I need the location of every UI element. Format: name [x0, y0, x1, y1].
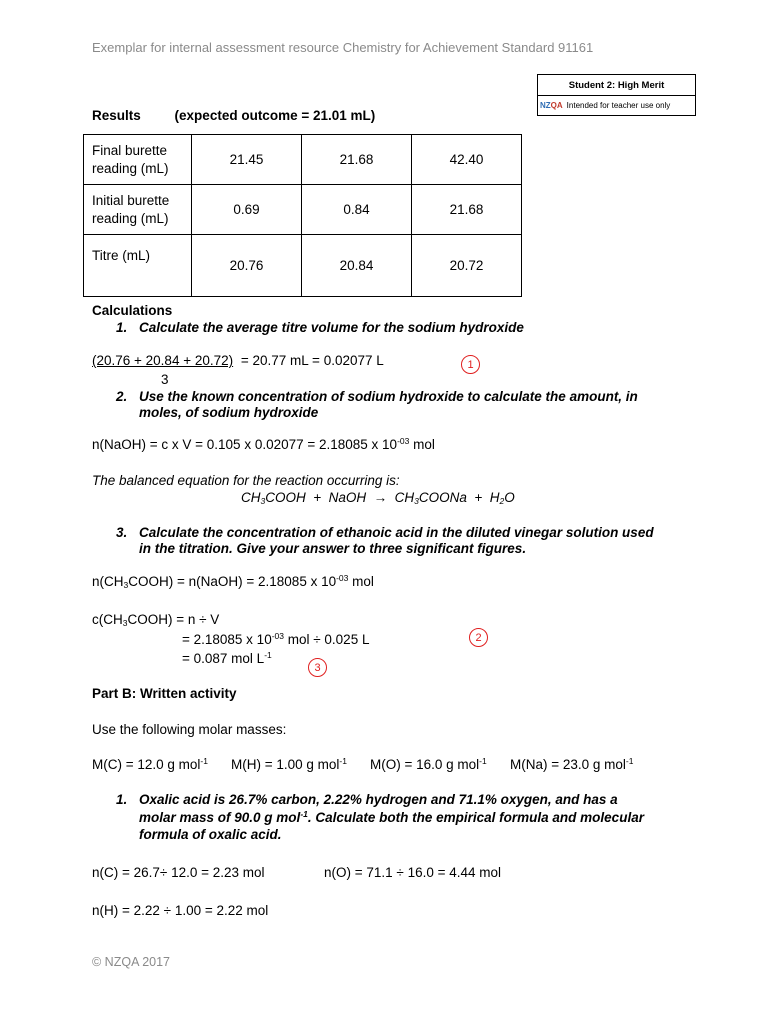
- expected-outcome: (expected outcome = 21.01 mL): [174, 108, 376, 123]
- part-b-question-1-line-2: [139, 810, 644, 825]
- question-2-number: 2.: [116, 389, 128, 404]
- results-heading: [92, 108, 375, 123]
- acid-moles-text: COOH) = n(NaOH) = 2.18085 x 10: [128, 574, 337, 589]
- table-cell: 20.72: [412, 235, 522, 297]
- acid-conc-prefix: c(CH: [92, 612, 123, 627]
- moles-hydrogen: n(H) = 2.22 ÷ 1.00 = 2.22 mol: [92, 903, 269, 918]
- arrow-icon: →: [373, 490, 388, 505]
- equation-intro: The balanced equation for the reaction occurring is:: [92, 473, 400, 488]
- row-label: Titre (mL): [84, 235, 192, 297]
- table-cell: 42.40: [412, 135, 522, 185]
- naoh-unit: mol: [409, 437, 435, 452]
- question-2-text: Use the known concentration of sodium hydroxide to calculate the amount, in moles, of sodium hydroxide: [139, 389, 638, 420]
- naoh-exponent: -03: [397, 436, 410, 446]
- acid-moles-exponent: -03: [336, 573, 349, 583]
- naoh-moles: [92, 437, 435, 452]
- acid-conc-line-3: [182, 651, 272, 666]
- average-numerator: (20.76 + 20.84 + 20.72): [92, 353, 234, 368]
- part-b-question-1-number: 1.: [116, 792, 128, 807]
- q1-line2-text: molar mass of 90.0 g mol: [139, 810, 301, 825]
- row-label: Initial burette reading (mL): [84, 185, 192, 235]
- moles-carbon: n(C) = 26.7÷ 12.0 = 2.23 mol: [92, 865, 265, 880]
- row-label: Final burette reading (mL): [84, 135, 192, 185]
- acid-concentration: [92, 612, 219, 627]
- part-b-heading: Part B: Written activity: [92, 686, 237, 701]
- nzqa-logo: [540, 101, 563, 110]
- molar-mass-exponent: -1: [625, 756, 634, 766]
- table-cell: 21.45: [192, 135, 302, 185]
- acid-moles-prefix: n(CH: [92, 574, 124, 589]
- conc-line2-unit: mol ÷ 0.025 L: [284, 632, 370, 647]
- question-1-number: 1.: [116, 320, 128, 335]
- conc-line3-exponent: -1: [264, 650, 272, 660]
- question-3-number: 3.: [116, 525, 128, 540]
- table-row: [84, 235, 522, 297]
- acid-conc-formula: COOH) = n ÷ V: [127, 612, 220, 627]
- molar-mass-o-text: M(O) = 16.0 g mol: [370, 757, 480, 772]
- molar-mass-exponent: -1: [339, 756, 347, 766]
- student-badge: [537, 74, 696, 116]
- logo-part-b: QA: [550, 101, 563, 110]
- marker-3: 3: [308, 658, 327, 677]
- molar-mass-o: [370, 757, 487, 772]
- table-cell: 20.84: [302, 235, 412, 297]
- acid-moles-unit: mol: [348, 574, 374, 589]
- molar-mass-na-text: M(Na) = 23.0 g mol: [510, 757, 626, 772]
- molar-masses-intro: Use the following molar masses:: [92, 722, 287, 737]
- average-calc: [92, 353, 384, 368]
- molar-mass-h-text: M(H) = 1.00 g mol: [231, 757, 340, 772]
- molar-mass-exponent: -1: [200, 756, 208, 766]
- q1-line2-exponent: -1: [300, 809, 308, 819]
- average-result: = 20.77 mL = 0.02077 L: [240, 353, 384, 368]
- molar-mass-na: [510, 757, 633, 772]
- results-table: [83, 134, 522, 297]
- table-row: [84, 135, 522, 185]
- table-cell: 21.68: [412, 185, 522, 235]
- part-b-question-1-line-3: formula of oxalic acid.: [139, 827, 282, 842]
- molar-mass-c: [92, 757, 208, 772]
- acid-moles-sub: 3: [123, 580, 129, 590]
- results-title: Results: [92, 108, 141, 123]
- badge-title: Student 2: High Merit: [538, 75, 695, 96]
- badge-note: Intended for teacher use only: [566, 101, 671, 110]
- logo-part-a: NZ: [540, 101, 551, 110]
- table-cell: 0.84: [302, 185, 412, 235]
- question-1-text: Calculate the average titre volume for the sodium hydroxide: [139, 320, 524, 335]
- part-b-question-1-line-1: Oxalic acid is 26.7% carbon, 2.22% hydrogen and 71.1% oxygen, and has a: [139, 792, 618, 807]
- balanced-equation: $CH_3COOH$ + NaOH → $CH_3COONa + H_2O$: [241, 490, 515, 506]
- table-cell: 20.76: [192, 235, 302, 297]
- molar-mass-c-text: M(C) = 12.0 g mol: [92, 757, 201, 772]
- calculations-heading: Calculations: [92, 303, 173, 318]
- page-footer: © NZQA 2017: [92, 955, 170, 969]
- question-3-text: Calculate the concentration of ethanoic acid in the diluted vinegar solution used in the titration. Give your answer to three significant figures.: [139, 525, 654, 556]
- page-header: Exemplar for internal assessment resource Chemistry for Achievement Standard 91161: [92, 40, 594, 55]
- table-cell: 0.69: [192, 185, 302, 235]
- marker-1: 1: [461, 355, 480, 374]
- moles-oxygen: n(O) = 71.1 ÷ 16.0 = 4.44 mol: [324, 865, 502, 880]
- naoh-moles-text: n(NaOH) = c x V = 0.105 x 0.02077 = 2.18085 x 10: [92, 437, 398, 452]
- average-denominator: 3: [161, 372, 169, 387]
- table-row: [84, 185, 522, 235]
- conc-line3-text: = 0.087 mol L: [182, 651, 265, 666]
- acid-conc-sub: 3: [122, 618, 128, 628]
- molar-mass-h: [231, 757, 347, 772]
- conc-line2-exponent: -03: [271, 631, 284, 641]
- acid-moles: [92, 574, 374, 589]
- acid-conc-line-2: [182, 632, 369, 647]
- molar-mass-exponent: -1: [479, 756, 487, 766]
- q1-line2-rest: . Calculate both the empirical formula and molecular: [307, 810, 644, 825]
- badge-note-row: [538, 96, 695, 115]
- table-cell: 21.68: [302, 135, 412, 185]
- conc-line2-text: = 2.18085 x 10: [182, 632, 272, 647]
- marker-2: 2: [469, 628, 488, 647]
